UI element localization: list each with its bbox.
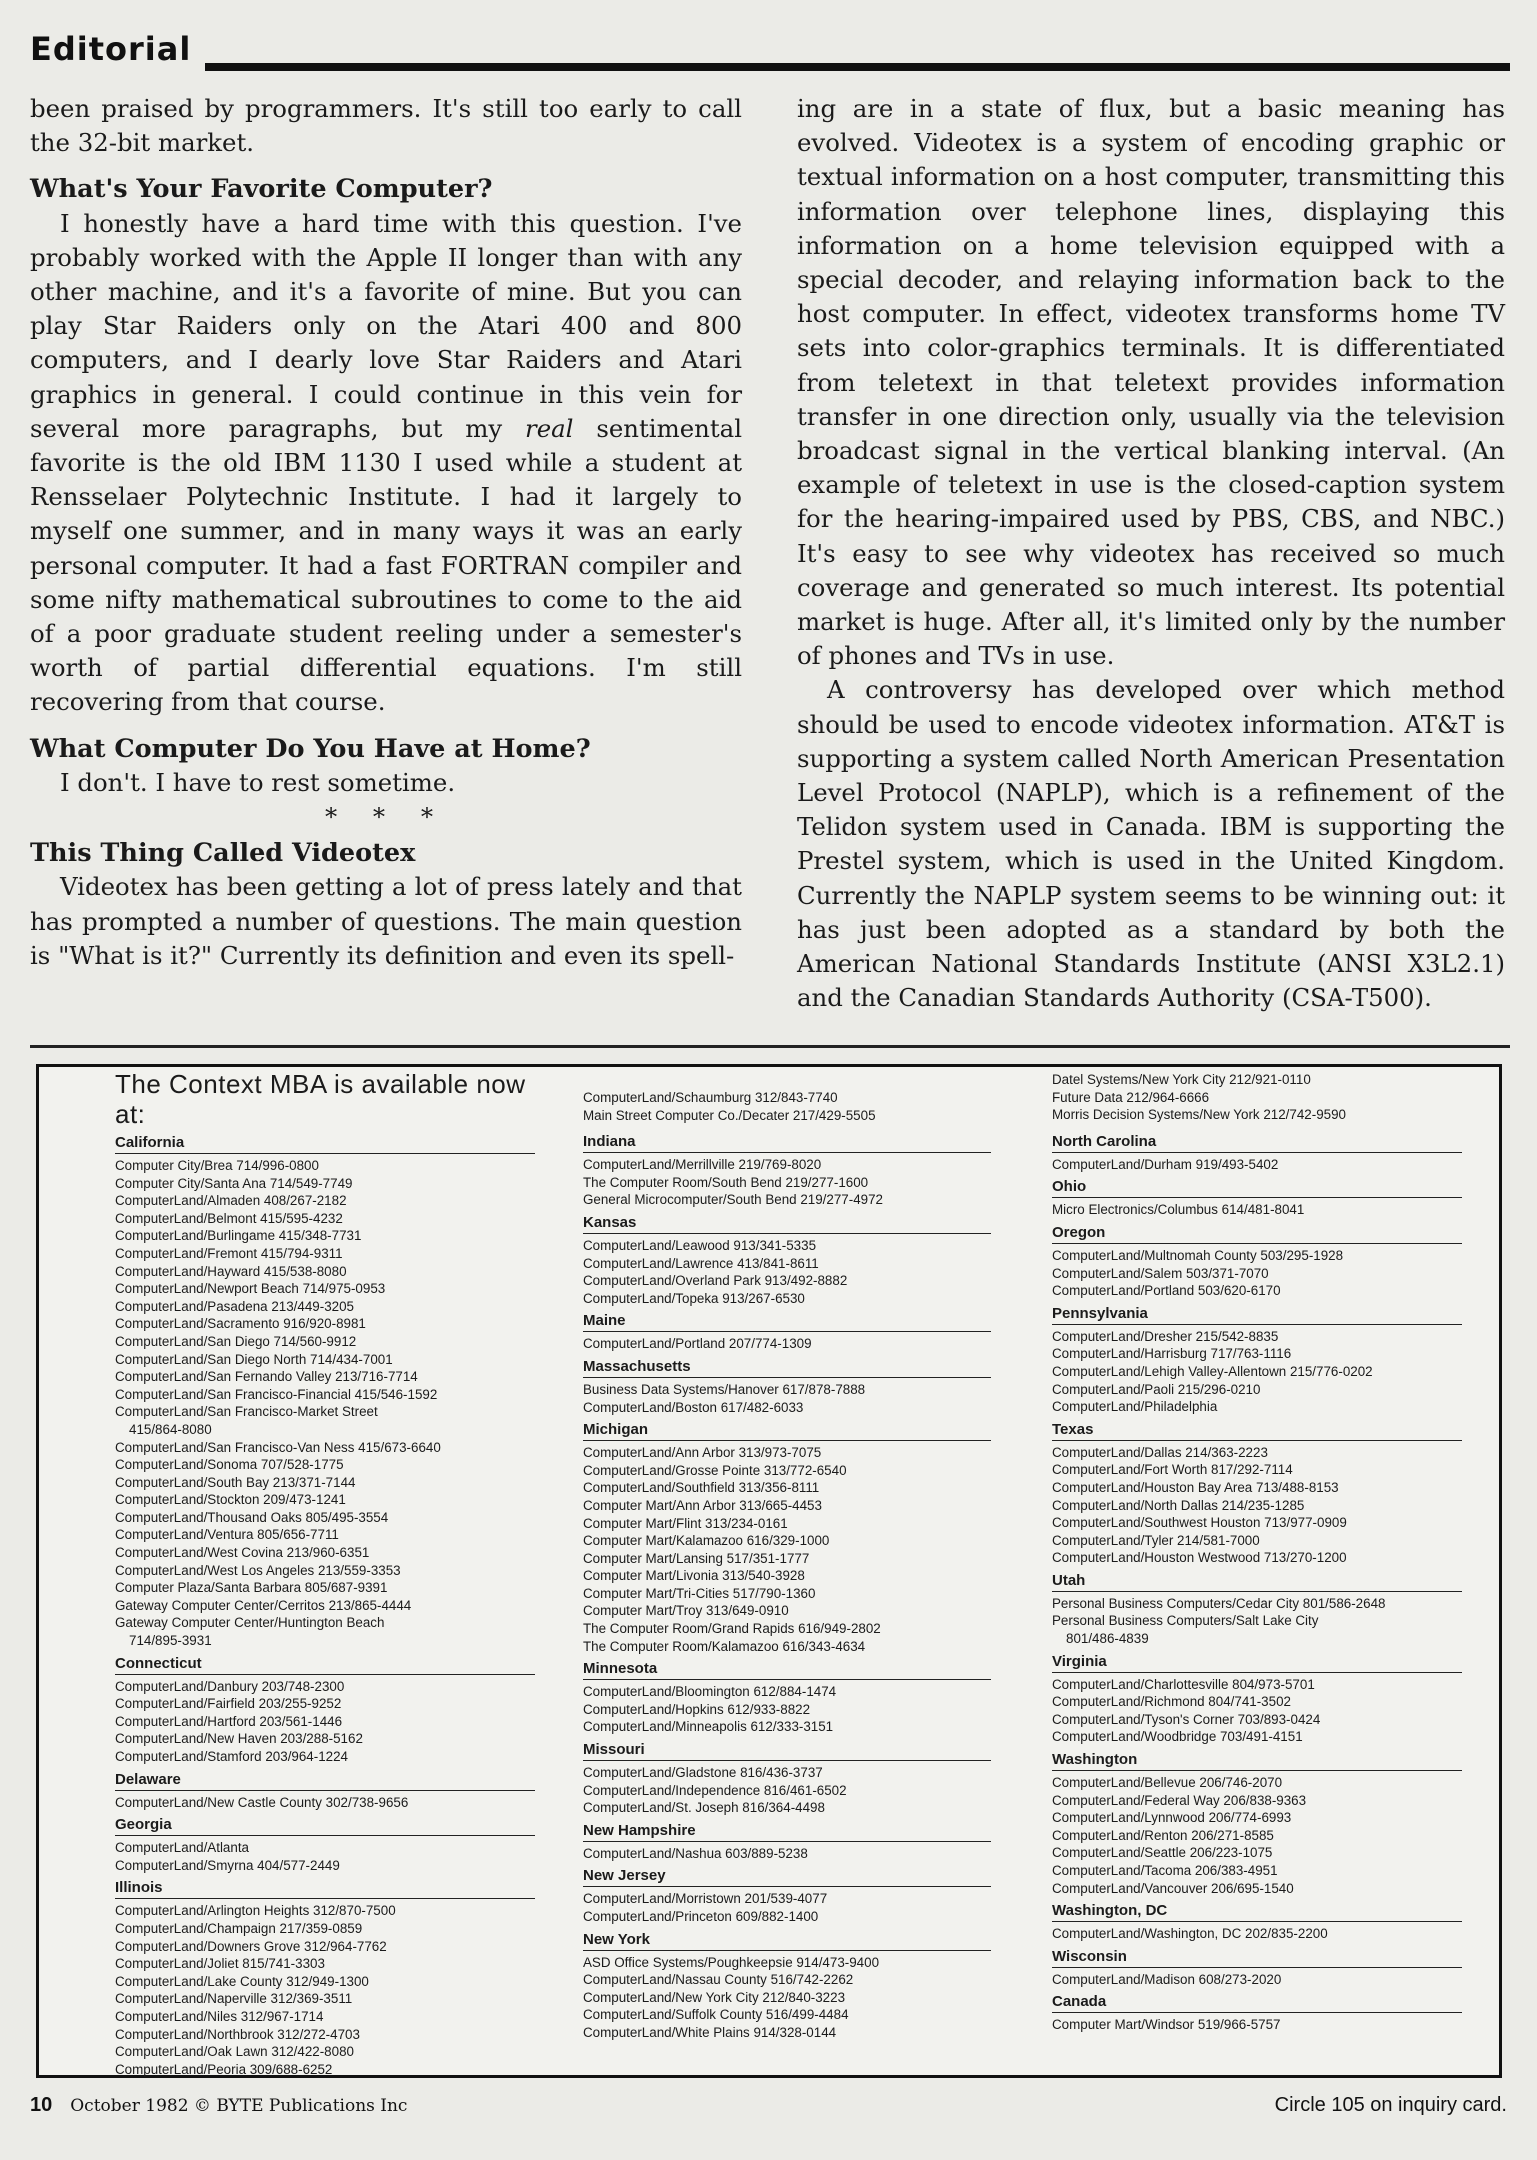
subheading-videotex: This Thing Called Videotex — [30, 838, 416, 869]
section-title: Editorial — [30, 30, 192, 68]
dealer-listing: ComputerLand/Independence 816/461-6502 — [583, 1782, 847, 1798]
dealer-listing: ComputerLand/South Bay 213/371-7144 — [115, 1474, 356, 1490]
dealer-listing: ComputerLand/Salem 503/371-7070 — [1052, 1265, 1269, 1281]
dealer-listing: ComputerLand/Paoli 215/296-0210 — [1052, 1381, 1261, 1397]
subheading-home-computer: What Computer Do You Have at Home? — [30, 733, 591, 764]
dealer-listing: ComputerLand/Stamford 203/964-1224 — [115, 1749, 349, 1764]
dealer-advertisement — [36, 1064, 1502, 2078]
state-heading: Illinois — [115, 1876, 535, 1899]
state-heading: Texas — [1052, 1418, 1462, 1441]
dealer-listing: ComputerLand/Burlingame 415/348-7731 — [115, 1228, 362, 1244]
article-ad-divider — [30, 1045, 1510, 1048]
state-heading: New Jersey — [583, 1864, 991, 1887]
dealer-listing: ComputerLand/Hayward 415/538-8080 — [115, 1263, 347, 1279]
dealer-listing: ComputerLand/Ventura 805/656-7711 — [115, 1527, 339, 1543]
dealer-listing: ComputerLand/Houston Westwood 713/270-1200 — [1052, 1550, 1347, 1566]
state-heading: Wisconsin — [1052, 1945, 1462, 1968]
paragraph-continued: been praised by programmers. It's still too early to call the 32-bit market. — [30, 94, 742, 158]
dealer-listing: 415/864-8080 — [129, 1421, 212, 1437]
dealer-listing: Computer Mart/Troy 313/649-0910 — [583, 1603, 789, 1619]
state-heading: Michigan — [583, 1418, 991, 1441]
dealer-listing: ComputerLand/Fort Worth 817/292-7114 — [1052, 1462, 1293, 1478]
paragraph-home-computer: I don't. I have to rest sometime. — [60, 767, 456, 797]
dealer-listing: Personal Business Computers/Salt Lake City — [1052, 1613, 1319, 1629]
dealer-listing: ComputerLand/Southwest Houston 713/977-0909 — [1052, 1515, 1347, 1531]
dealer-listing: ComputerLand/Merrillville 219/769-8020 — [583, 1157, 822, 1173]
state-heading: Washington, DC — [1052, 1899, 1462, 1922]
dealer-listing: ComputerLand/Stockton 209/473-1241 — [115, 1492, 346, 1508]
dealer-listing: Micro Electronics/Columbus 614/481-8041 — [1052, 1202, 1305, 1218]
dealer-listing: ComputerLand/San Fernando Valley 213/716-7714 — [115, 1369, 418, 1385]
dealer-listing: Computer Mart/Flint 313/234-0161 — [583, 1515, 788, 1531]
dealer-listing: ComputerLand/Woodbridge 703/491-4151 — [1052, 1729, 1303, 1745]
dealer-listing: ComputerLand/Oak Lawn 312/422-8080 — [115, 2044, 354, 2060]
dealer-listing: ComputerLand/Harrisburg 717/763-1116 — [1052, 1346, 1292, 1362]
dealer-listing: Gateway Computer Center/Huntington Beach — [115, 1615, 385, 1631]
state-heading: North Carolina — [1052, 1130, 1462, 1153]
dealer-listing: ComputerLand/Smyrna 404/577-2449 — [115, 1857, 340, 1873]
dealer-listing: ComputerLand/West Covina 213/960-6351 — [115, 1545, 370, 1561]
dealer-listing: ComputerLand/Vancouver 206/695-1540 — [1052, 1880, 1294, 1896]
dealer-listing: The Computer Room/Kalamazoo 616/343-4634 — [583, 1638, 866, 1654]
dealer-listing: ComputerLand/San Francisco-Market Street — [115, 1404, 378, 1420]
state-heading: New Hampshire — [583, 1819, 991, 1842]
dealer-listing: ComputerLand/Almaden 408/267-2182 — [115, 1193, 347, 1209]
dealer-listing: Main Street Computer Co./Decater 217/429-5505 — [583, 1107, 876, 1123]
dealer-listing: ComputerLand/Lawrence 413/841-8611 — [583, 1255, 819, 1271]
dealer-listing: ComputerLand/New York City 212/840-3223 — [583, 1989, 846, 2005]
dealer-listing: ComputerLand/Durham 919/493-5402 — [1052, 1156, 1279, 1172]
dealer-listing: ComputerLand/Niles 312/967-1714 — [115, 2008, 324, 2024]
dealer-listing: ComputerLand/Arlington Heights 312/870-7500 — [115, 1903, 396, 1919]
paragraph-videotex-definition: ing are in a state of flux, but a basic meaning has evolved. Videotex is a system of encoding graphic or textual information on a host computer, transmitting this information over telephone lines, displaying this information on a home television equipped with a special decoder, and relaying information back to the host computer. In effect, videotex transforms home TV sets into color-graphics terminals. It is differentiated from teletext in that teletext provides information transfer in one direction only, usually via the television broadcast signal in the vertical blanking interval. (An example of teletext in use is the closed-caption system for the hearing-impaired used by PBS, CBS, and NBC.) It's easy to see why videotex has received so much coverage and generated so much interest. Its potential market is huge. After all, it's limited only by the number of phones and TVs in use. — [797, 94, 1505, 671]
dealer-listing: Datel Systems/New York City 212/921-0110 — [1052, 1072, 1311, 1087]
dealer-listing: ComputerLand/White Plains 914/328-0144 — [583, 2024, 837, 2040]
dealer-listing: ComputerLand/Madison 608/273-2020 — [1052, 1971, 1282, 1987]
dealer-listing: ComputerLand/Dallas 214/363-2223 — [1052, 1444, 1268, 1460]
ad-column-2 — [583, 1067, 991, 2042]
dealer-listing: ComputerLand/Danbury 203/748-2300 — [115, 1678, 345, 1694]
dealer-listing: ComputerLand/Morristown 201/539-4077 — [583, 1891, 828, 1907]
dealer-listing: ComputerLand/Multnomah County 503/295-1928 — [1052, 1247, 1344, 1263]
dealer-listing: Gateway Computer Center/Cerritos 213/865-4444 — [115, 1597, 412, 1613]
dealer-listing: The Computer Room/South Bend 219/277-1600 — [583, 1174, 869, 1190]
state-heading: Maine — [583, 1309, 991, 1332]
dealer-listing: Computer Mart/Ann Arbor 313/665-4453 — [583, 1497, 822, 1513]
paragraph-favorite-computer: I honestly have a hard time with this question. I've probably worked with the Apple II longer than with any other machine, and it's a favorite of mine. But you can play Star Raiders only on the Atari 400 and 800 computers, and I dearly love Star Raiders and Atari graphics in general. I could continue in this vein for several more paragraphs, but my real sentimental favorite is the old IBM 1130 I used while a student at Rensselaer Polytechnic Institute. I had it largely to myself one summer, and in many ways it was an early personal computer. It had a fast FORTRAN compiler and some nifty mathematical subroutines to come to the aid of a poor graduate student reeling under a semester's worth of partial differential equations. I'm still recovering from that course. — [30, 208, 742, 717]
dealer-listing: ComputerLand/Schaumburg 312/843-7740 — [583, 1090, 838, 1105]
section-header — [30, 30, 1510, 80]
dealer-listing: Computer Plaza/Santa Barbara 805/687-9391 — [115, 1580, 388, 1596]
dealer-listing: ComputerLand/Southfield 313/356-8111 — [583, 1480, 820, 1496]
dealer-listing: ComputerLand/North Dallas 214/235-1285 — [1052, 1497, 1305, 1513]
dealer-listing: ComputerLand/Nashua 603/889-5238 — [583, 1845, 808, 1861]
dealer-listing: ComputerLand/Overland Park 913/492-8882 — [583, 1273, 848, 1289]
dealer-listing: ComputerLand/Belmont 415/595-4232 — [115, 1210, 343, 1226]
header-rule — [205, 63, 1510, 71]
dealer-listing: ComputerLand/Tacoma 206/383-4951 — [1052, 1863, 1278, 1878]
dealer-listing: ComputerLand/Hartford 203/561-1446 — [115, 1713, 343, 1729]
dealer-listing: ComputerLand/Joliet 815/741-3303 — [115, 1956, 325, 1972]
dealer-listing: Business Data Systems/Hanover 617/878-7888 — [583, 1381, 866, 1397]
dealer-listing: ComputerLand/Topeka 913/267-6530 — [583, 1290, 805, 1306]
ad-column-1 — [115, 1067, 535, 2078]
state-heading: Washington — [1052, 1748, 1462, 1771]
dealer-listing: ComputerLand/Pasadena 213/449-3205 — [115, 1298, 354, 1314]
state-heading: Utah — [1052, 1569, 1462, 1592]
dealer-listing: ComputerLand/Lynnwood 206/774-6993 — [1052, 1810, 1292, 1826]
dealer-listing: ComputerLand/Suffolk County 516/499-4484 — [583, 2007, 849, 2023]
dealer-listing: Computer City/Santa Ana 714/549-7749 — [115, 1175, 353, 1191]
dealer-listing: ComputerLand/Boston 617/482-6033 — [583, 1399, 804, 1415]
dealer-listing: ComputerLand/Minneapolis 612/333-3151 — [583, 1719, 834, 1735]
dealer-listing: ASD Office Systems/Poughkeepsie 914/473-9400 — [583, 1954, 880, 1970]
dealer-listing: General Microcomputer/South Bend 219/277-4972 — [583, 1192, 883, 1208]
subheading-favorite-computer: What's Your Favorite Computer? — [30, 174, 493, 205]
dealer-listing: Computer Mart/Lansing 517/351-1777 — [583, 1550, 810, 1566]
dealer-listing: ComputerLand/Naperville 312/369-3511 — [115, 1991, 353, 2007]
article-column-right — [797, 92, 1505, 1015]
dealer-listing: ComputerLand/Nassau County 516/742-2262 — [583, 1972, 854, 1988]
dealer-listing: ComputerLand/St. Joseph 816/364-4498 — [583, 1800, 825, 1816]
dealer-listing: ComputerLand/San Francisco-Financial 415/546-1592 — [115, 1386, 438, 1402]
dealer-listing: ComputerLand/San Diego 714/560-9912 — [115, 1333, 357, 1349]
inquiry-card-note: Circle 105 on inquiry card. — [1274, 2094, 1507, 2116]
state-heading: Minnesota — [583, 1657, 991, 1680]
dealer-listing: ComputerLand/Newport Beach 714/975-0953 — [115, 1281, 386, 1297]
dealer-listing: ComputerLand/Thousand Oaks 805/495-3554 — [115, 1509, 389, 1525]
dealer-listing: ComputerLand/West Los Angeles 213/559-3353 — [115, 1562, 401, 1578]
dealer-listing: ComputerLand/Philadelphia — [1052, 1399, 1218, 1415]
state-heading: Oregon — [1052, 1221, 1462, 1244]
state-heading: Canada — [1052, 1990, 1462, 2013]
dealer-listing: ComputerLand/San Francisco-Van Ness 415/673-6640 — [115, 1439, 441, 1455]
dealer-listing: ComputerLand/Gladstone 816/436-3737 — [583, 1765, 823, 1781]
dealer-listing: Computer Mart/Tri-Cities 517/790-1360 — [583, 1585, 816, 1601]
dealer-listing: ComputerLand/Charlottesville 804/973-5701 — [1052, 1676, 1315, 1692]
page-footer-left — [30, 2094, 407, 2117]
ad-column-3 — [1052, 1067, 1462, 2034]
dealer-listing: ComputerLand/Fremont 415/794-9311 — [115, 1245, 343, 1261]
paragraph-videotex-intro: Videotex has been getting a lot of press lately and that has prompted a number of questions. The main question is "What is it?" Currently its definition and even its spell- — [30, 872, 742, 970]
state-heading: Ohio — [1052, 1175, 1462, 1198]
paragraph-videotex-controversy: A controversy has developed over which method should be used to encode videotex information. AT&T is supporting a system called North American Presentation Level Protocol (NAPLP), which is a refinement of the Telidon system used in Canada. IBM is supporting the Prestel system, which is used in the United Kingdom. Currently the NAPLP system seems to be winning out: it has just been adopted as a standard by both the American National Standards Institute (ANSI X3L2.1) and the Canadian Standards Authority (CSA-T500). — [797, 675, 1505, 1013]
dealer-listing: ComputerLand/Lehigh Valley-Allentown 215/776-0202 — [1052, 1363, 1373, 1379]
dealer-listing: ComputerLand/Lake County 312/949-1300 — [115, 1973, 369, 1989]
dealer-listing: ComputerLand/Houston Bay Area 713/488-8153 — [1052, 1479, 1339, 1495]
dealer-listing: ComputerLand/Northbrook 312/272-4703 — [115, 2026, 360, 2042]
article-column-left — [30, 92, 742, 973]
dealer-listing: ComputerLand/Tyler 214/581-7000 — [1052, 1532, 1260, 1548]
dealer-listing: Computer Mart/Windsor 519/966-5757 — [1052, 2017, 1281, 2033]
dealer-listing: Computer City/Brea 714/996-0800 — [115, 1158, 319, 1173]
dealer-listing: ComputerLand/Portland 503/620-6170 — [1052, 1283, 1281, 1299]
dealer-listing: ComputerLand/Tyson's Corner 703/893-0424 — [1052, 1711, 1321, 1727]
dealer-listing: ComputerLand/Richmond 804/741-3502 — [1052, 1694, 1291, 1710]
dealer-listing: Computer Mart/Kalamazoo 616/329-1000 — [583, 1533, 830, 1549]
dealer-listing: 714/895-3931 — [129, 1633, 212, 1649]
dealer-listing: ComputerLand/Ann Arbor 313/973-7075 — [583, 1445, 822, 1461]
state-heading: Connecticut — [115, 1652, 535, 1675]
dealer-listing: ComputerLand/Dresher 215/542-8835 — [1052, 1328, 1279, 1344]
dealer-listing: ComputerLand/New Haven 203/288-5162 — [115, 1731, 363, 1747]
state-heading: Kansas — [583, 1211, 991, 1234]
dealer-listing: ComputerLand/Peoria 309/688-6252 — [115, 2061, 333, 2077]
dealer-listing: ComputerLand/Portland 207/774-1309 — [583, 1336, 812, 1352]
dealer-listing: ComputerLand/San Diego North 714/434-7001 — [115, 1351, 393, 1367]
dealer-listing: ComputerLand/New Castle County 302/738-9656 — [115, 1794, 409, 1810]
state-heading: Pennsylvania — [1052, 1302, 1462, 1325]
state-heading: Missouri — [583, 1738, 991, 1761]
dealer-listing: ComputerLand/Bloomington 612/884-1474 — [583, 1684, 837, 1700]
dealer-listing: Morris Decision Systems/New York 212/742-9590 — [1052, 1107, 1346, 1123]
state-heading: Delaware — [115, 1768, 535, 1791]
dealer-listing: ComputerLand/Bellevue 206/746-2070 — [1052, 1775, 1283, 1791]
dealer-listing: ComputerLand/Seattle 206/223-1075 — [1052, 1845, 1273, 1861]
dealer-listing: ComputerLand/Grosse Pointe 313/772-6540 — [583, 1462, 847, 1478]
state-heading: Georgia — [115, 1813, 535, 1836]
state-heading: California — [115, 1131, 535, 1154]
dealer-listing: ComputerLand/Atlanta — [115, 1840, 249, 1856]
page-number: 10 — [30, 2094, 53, 2116]
ad-title: The Context MBA is available now at: — [115, 1069, 526, 1129]
dealer-listing: Computer Mart/Livonia 313/540-3928 — [583, 1568, 805, 1584]
section-break-stars: * * * — [324, 802, 448, 832]
publication-credit: October 1982 © BYTE Publications Inc — [70, 2096, 408, 2116]
state-heading: Indiana — [583, 1130, 991, 1153]
state-heading: Massachusetts — [583, 1355, 991, 1378]
dealer-listing: ComputerLand/Princeton 609/882-1400 — [583, 1909, 819, 1924]
dealer-listing: 801/486-4839 — [1066, 1631, 1149, 1647]
dealer-listing: Personal Business Computers/Cedar City 801/586-2648 — [1052, 1595, 1386, 1611]
dealer-listing: Future Data 212/964-6666 — [1052, 1089, 1210, 1105]
dealer-listing: ComputerLand/Downers Grove 312/964-7762 — [115, 1938, 387, 1954]
dealer-listing: ComputerLand/Sacramento 916/920-8981 — [115, 1316, 366, 1332]
dealer-listing: ComputerLand/Federal Way 206/838-9363 — [1052, 1792, 1307, 1808]
dealer-listing: ComputerLand/Hopkins 612/933-8822 — [583, 1701, 811, 1717]
dealer-listing: ComputerLand/Leawood 913/341-5335 — [583, 1237, 817, 1253]
dealer-listing: ComputerLand/Washington, DC 202/835-2200 — [1052, 1926, 1328, 1942]
dealer-listing: ComputerLand/Champaign 217/359-0859 — [115, 1920, 363, 1936]
state-heading: Virginia — [1052, 1650, 1462, 1673]
dealer-listing: ComputerLand/Fairfield 203/255-9252 — [115, 1696, 342, 1712]
dealer-listing: The Computer Room/Grand Rapids 616/949-2802 — [583, 1621, 881, 1637]
state-heading: New York — [583, 1928, 991, 1951]
dealer-listing: ComputerLand/Renton 206/271-8585 — [1052, 1827, 1274, 1843]
dealer-listing: ComputerLand/Sonoma 707/528-1775 — [115, 1457, 344, 1473]
